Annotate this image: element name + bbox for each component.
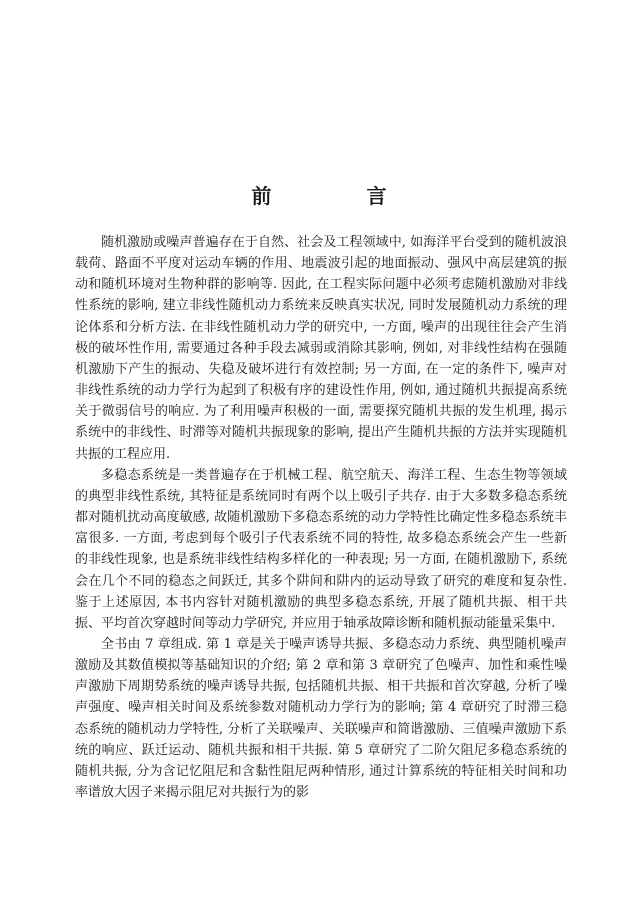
preface-body bbox=[75, 232, 567, 803]
paragraph-2: 多稳态系统是一类普遍存在于机械工程、航空航天、海洋工程、生态生物等领域的典型非线性系统, 其特征是系统同时有两个以上吸引子共存. 由于大多数多稳态系统都对随机扰动高度敏感, 故随机激励下多稳态系统的动力学特性比确定性多稳态系统丰富很多. 一方面, 考虑到每个吸引子代表系统不同的特性, 故多稳态系统会产生一些新的非线性现象, 也是系统非线性结构多样化的一种表现; 另一方面, 在随机激励下, 系统会在几个不同的稳态之间跃迁, 其多个阱间和阱内的运动导致了研究的难度和复杂性. 鉴于上述原因, 本书内容针对随机激励的典型多稳态系统, 开展了随机共振、相干共振、平均首次穿越时间等动力学研究, 并应用于轴承故障诊断和随机振动能量采集中. bbox=[75, 467, 567, 631]
page-title: 前 言 bbox=[251, 184, 431, 208]
paragraph-1: 随机激励或噪声普遍存在于自然、社会及工程领域中, 如海洋平台受到的随机波浪载荷、路面不平度对运动车辆的作用、地震波引起的地面振动、强风中高层建筑的振动和随机环境对生物种群的影响等. 因此, 在工程实际问题中必须考虑随机激励对非线性系统的影响, 建立非线性随机动力系统来反映真实状况, 同时发展随机动力系统的理论体系和分析方法. 在非线性随机动力学的研究中, 一方面, 噪声的出现往往会产生消极的破坏性作用, 需要通过各种手段去减弱或消除其影响, 例如, 对非线性结构在强随机激励下产生的振动、失稳及破坏进行有效控制; 另一方面, 在一定的条件下, 噪声对非线性系统的动力学行为起到了积极有序的建设性作用, 例如, 通过随机共振提高系统关于微弱信号的响应. 为了利用噪声积极的一面, 需要探究随机共振的发生机理, 揭示系统中的非线性、时滞等对随机共振现象的影响, 提出产生随机共振的方法并实现随机共振的工程应用. bbox=[75, 235, 567, 462]
paragraph-3: 全书由 7 章组成. 第 1 章是关于噪声诱导共振、多稳态动力系统、典型随机噪声激励及其数值模拟等基础知识的介绍; 第 2 章和第 3 章研究了色噪声、加性和乘性噪声激励下周期势系统的噪声诱导共振, 包括随机共振、相干共振和首次穿越, 分析了噪声强度、噪声相关时间及系统参数对随机动力学行为的影响; 第 4 章研究了时滞三稳态系统的随机动力学特性, 分析了关联噪声、关联噪声和简谐激励、三值噪声激励下系统的响应、跃迁运动、随机共振和相干共振. 第 5 章研究了二阶欠阻尼多稳态系统的随机共振, 分为含记忆阻尼和含黏性阻尼两种情形, 通过计算系统的特征相关时间和功率谱放大因子来揭示阻尼对共振行为的影 bbox=[75, 636, 567, 801]
